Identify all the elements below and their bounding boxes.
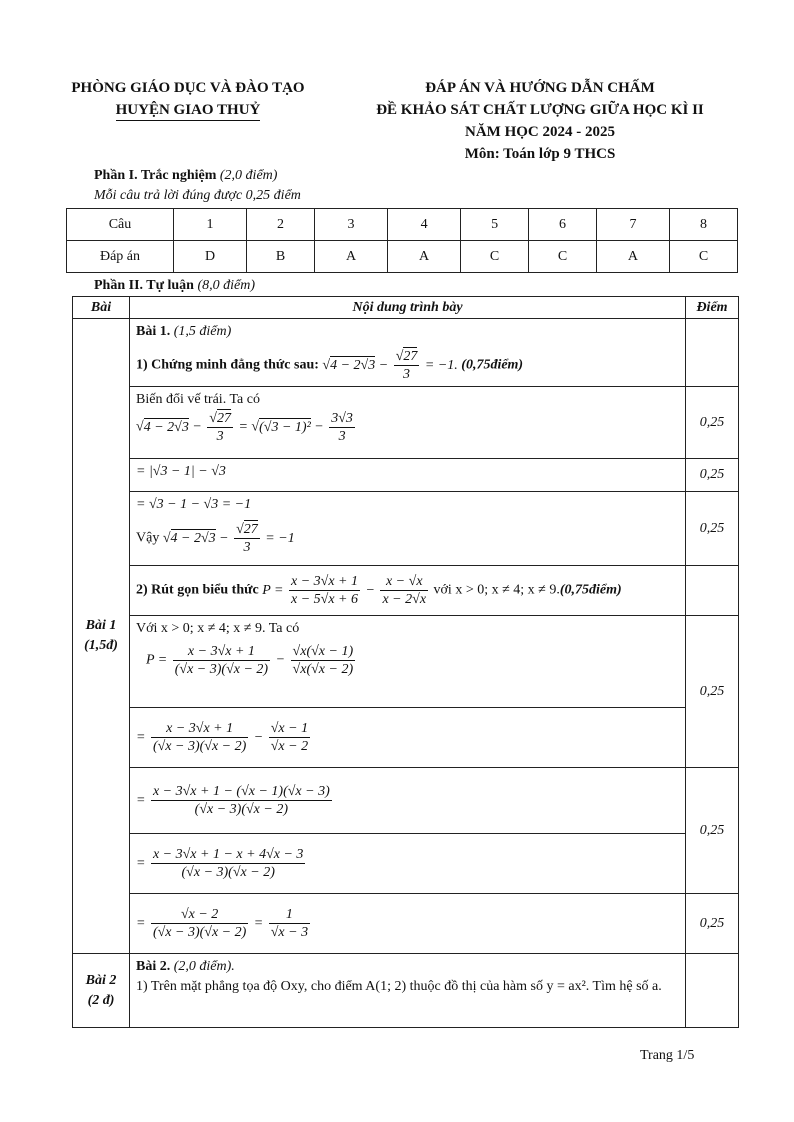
part2-heading: Phần II. Tự luận (8,0 điểm) [94, 278, 256, 293]
points-cell: 0,25 [686, 492, 739, 566]
page-number: Trang 1/5 [640, 1048, 695, 1063]
doc-title: ĐÁP ÁN VÀ HƯỚNG DẪN CHẤM [425, 80, 655, 96]
bai1-step8: = $\frac{x - 3√x + 1 - x + 4√x - 3}{(√x - 3)(√x - 2)}$ [130, 834, 686, 894]
bai2-question1: 1) Trên mặt phẳng tọa độ Oxy, cho điểm A(1; 2) thuộc đồ thị của hàm số y = ax². Tìm hệ số a. [136, 979, 662, 994]
question-number: 1 [174, 209, 247, 241]
answer-table-question-row [67, 209, 738, 241]
question-number: 6 [529, 209, 597, 241]
bai1-step1: Biến đổi vế trái. Ta có √4 − 2√3 − $\frac{√27}{3}$ = √(√3 − 1)² − $\frac{3√3}{3}$ [130, 387, 686, 459]
bai1-step3: = √3 − 1 − √3 = −1 Vậy √4 − 2√3 − $\frac{√27}{3}$ = −1 [130, 492, 686, 566]
answer-table-answer-row [67, 241, 738, 273]
bai1-step2: = |√3 − 1| − √3 [130, 459, 686, 492]
answer-cell: D [174, 241, 247, 273]
answer-cell: C [461, 241, 529, 273]
answer-table-header: Đáp án [67, 241, 174, 273]
answer-cell: C [670, 241, 738, 273]
question-number: 4 [388, 209, 461, 241]
points-cell: 0,25 [686, 894, 739, 954]
question-number: 5 [461, 209, 529, 241]
col-header-content: Nội dung trình bày [130, 297, 686, 319]
answer-table [66, 208, 738, 273]
answer-cell: A [596, 241, 669, 273]
bai1-label: Bài 1 (1,5đ) [73, 319, 130, 954]
points-cell: 0,25 [686, 768, 739, 894]
exam-title: ĐỀ KHẢO SÁT CHẤT LƯỢNG GIỮA HỌC KÌ II [376, 102, 704, 118]
solution-table [72, 296, 739, 1028]
answer-cell: C [529, 241, 597, 273]
department-name: PHÒNG GIÁO DỤC VÀ ĐÀO TẠO [71, 80, 305, 96]
answer-cell: A [388, 241, 461, 273]
question-number: 8 [670, 209, 738, 241]
part1-note: Mỗi câu trả lời đúng được 0,25 điểm [94, 188, 301, 203]
department-header [48, 77, 328, 121]
col-header-points: Điểm [686, 297, 739, 319]
question-number: 2 [247, 209, 315, 241]
bai1-heading: Bài 1. (1,5 điểm) 1) Chứng minh đẳng thức sau: √4 − 2√3 − $\frac{√27}{3}$ = −1. (0,75điểm) [130, 319, 686, 387]
bai1-step6: = $\frac{x - 3√x + 1}{(√x - 3)(√x - 2)}$ − $\frac{√x - 1}{√x - 2}$ [130, 708, 686, 768]
exam-header [340, 77, 740, 165]
col-header-bai: Bài [73, 297, 130, 319]
points-cell: 0,25 [686, 459, 739, 492]
bai1-step5: Với x > 0; x ≠ 4; x ≠ 9. Ta có P = $\frac{x - 3√x + 1}{(√x - 3)(√x - 2)}$ − $\frac{√x(√x - 1)}{√x(√x - 2)}$ [130, 616, 686, 708]
answer-table-header: Câu [67, 209, 174, 241]
bai2-heading: Bài 2. (2,0 điểm). 1) Trên mặt phẳng tọa độ Oxy, cho điểm A(1; 2) thuộc đồ thị của hàm số y = ax². Tìm hệ số a. [130, 954, 686, 1028]
points-cell: 0,25 [686, 387, 739, 459]
district-name: HUYỆN GIAO THUỶ [116, 101, 261, 121]
bai2-label: Bài 2 (2 đ) [73, 954, 130, 1028]
answer-cell: A [314, 241, 387, 273]
school-year: NĂM HỌC 2024 - 2025 [465, 124, 615, 140]
bai1-step9: = $\frac{√x - 2}{(√x - 3)(√x - 2)}$ = $\frac{1}{√x - 3}$ [130, 894, 686, 954]
points-cell: 0,25 [686, 616, 739, 768]
subject: Môn: Toán lớp 9 THCS [464, 146, 616, 162]
answer-cell: B [247, 241, 315, 273]
bai1-step7: = $\frac{x - 3√x + 1 - (√x - 1)(√x - 3)}{(√x - 3)(√x - 2)}$ [130, 768, 686, 834]
bai1-question1: 1) Chứng minh đẳng thức sau: √4 − 2√3 − $\frac{√27}{3}$ = −1. (0,75điểm) [136, 349, 524, 382]
bai1-question2: 2) Rút gọn biểu thức P = $\frac{x - 3√x + 1}{x - 5√x + 6}$ − $\frac{x - √x}{x - 2√x}$ với x > 0; x ≠ 4; x ≠ 9.(0,75điểm) [130, 566, 686, 616]
question-number: 3 [314, 209, 387, 241]
question-number: 7 [596, 209, 669, 241]
part1-heading: Phần I. Trắc nghiệm (2,0 điểm) [94, 168, 278, 183]
